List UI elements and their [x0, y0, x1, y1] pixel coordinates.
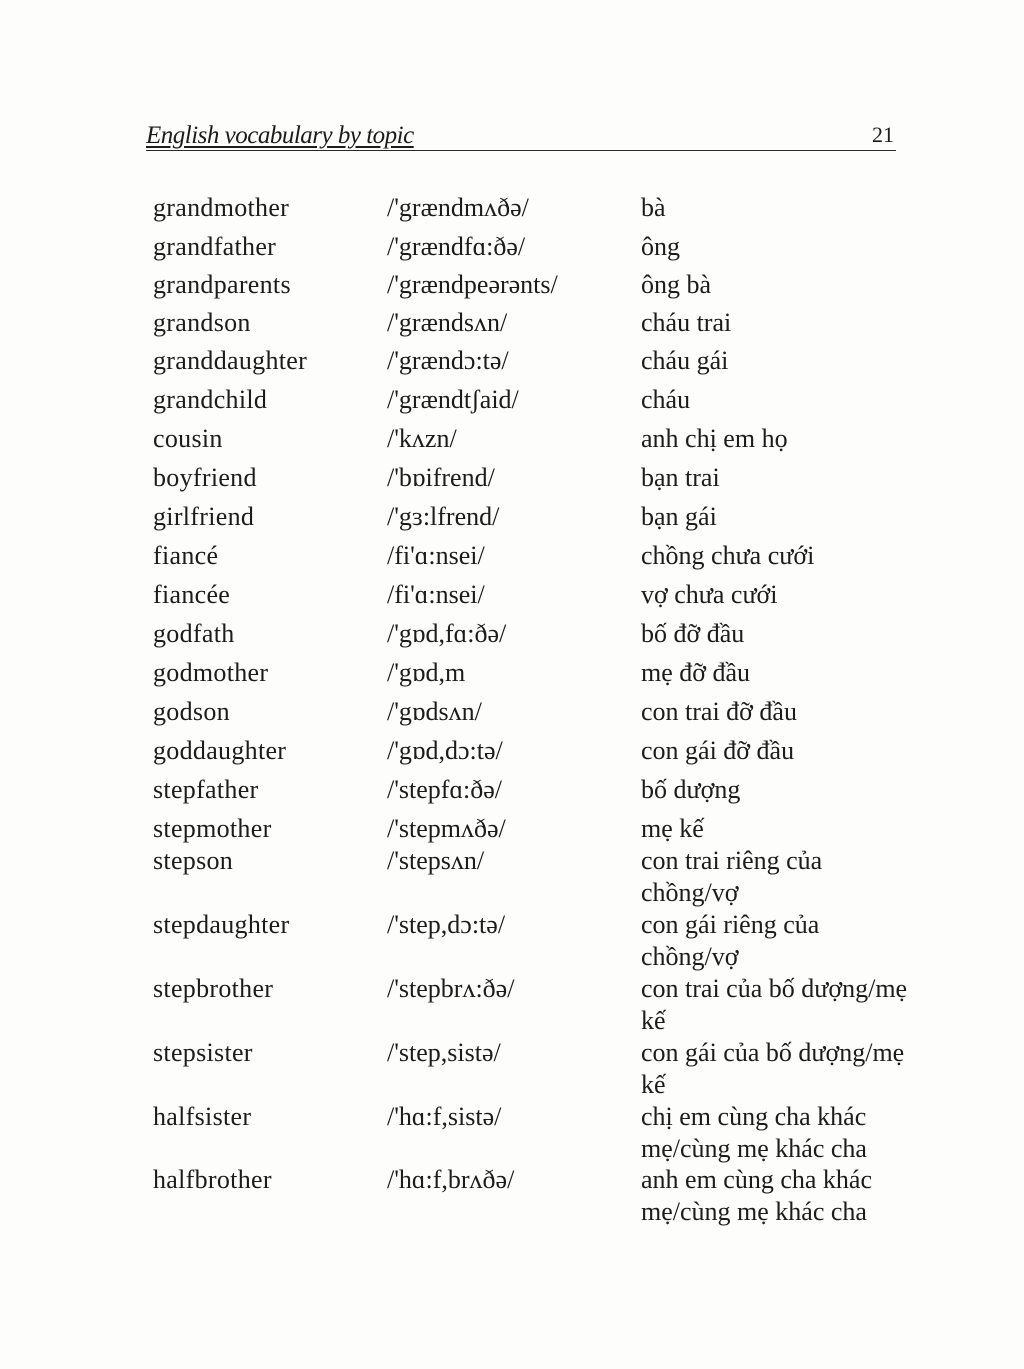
vocab-ipa: /'grændtʃaid/	[387, 385, 519, 414]
vocab-word: grandparents	[153, 270, 291, 299]
vocab-ipa: /'stepfɑ:ðə/	[387, 775, 503, 804]
vocab-ipa: /'hɑ:f,sistə/	[387, 1102, 502, 1131]
vocab-meaning: vợ chưa cưới	[641, 580, 778, 609]
vocab-meaning: ông bà	[641, 270, 712, 299]
vocab-word: godson	[153, 697, 230, 726]
vocab-ipa: /'grændpeərənts/	[387, 270, 558, 299]
vocab-meaning: mẹ kế	[641, 814, 704, 843]
vocab-ipa: /'stepbrʌ:ðə/	[387, 974, 515, 1003]
vocab-ipa: /'stepmʌðə/	[387, 814, 506, 843]
vocab-word: girlfriend	[153, 502, 255, 531]
vocab-ipa: /'gɒd,dɔ:tə/	[387, 736, 503, 765]
vocab-word: cousin	[153, 424, 223, 453]
vocab-ipa: /'grændɔ:tə/	[387, 346, 509, 375]
vocab-meaning: chị em cùng cha khác mẹ/cùng mẹ khác cha	[641, 1102, 867, 1163]
vocab-ipa: /'step,dɔ:tə/	[387, 910, 506, 939]
vocab-word: stepson	[153, 846, 234, 875]
vocab-meaning: bố dượng	[641, 775, 741, 804]
vocab-ipa: /'kʌzn/	[387, 424, 457, 453]
header-title: English vocabulary by topic	[146, 122, 414, 149]
vocab-meaning: con gái đỡ đầu	[641, 736, 795, 765]
vocab-word: halfsister	[153, 1102, 252, 1131]
vocab-meaning: bà	[641, 193, 666, 222]
vocab-ipa: /'grændmʌðə/	[387, 193, 529, 222]
vocab-word: grandson	[153, 308, 251, 337]
vocab-meaning: mẹ đỡ đầu	[641, 658, 751, 687]
vocab-word: stepsister	[153, 1038, 253, 1067]
vocab-ipa: /fi'ɑ:nsei/	[387, 580, 485, 609]
vocab-meaning: cháu gái	[641, 346, 729, 375]
vocab-word: fiancé	[153, 541, 219, 570]
vocab-word: grandchild	[153, 385, 268, 414]
vocab-word: godfath	[153, 619, 235, 648]
vocab-ipa: /'bɒifrend/	[387, 463, 495, 492]
vocab-word: godmother	[153, 658, 269, 687]
vocab-word: stepbrother	[153, 974, 274, 1003]
vocab-ipa: /'gɒd,fɑ:ðə/	[387, 619, 507, 648]
vocab-ipa: /fi'ɑ:nsei/	[387, 541, 485, 570]
vocab-meaning: con gái riêng của chồng/vợ	[641, 910, 820, 971]
vocab-meaning: con trai của bố dượng/mẹ kế	[641, 974, 908, 1035]
vocab-ipa: /'grændfɑ:ðə/	[387, 232, 526, 261]
vocab-meaning: anh em cùng cha khác mẹ/cùng mẹ khác cha	[641, 1165, 873, 1226]
vocab-word: boyfriend	[153, 463, 257, 492]
vocab-meaning: cháu	[641, 385, 691, 414]
vocab-word: stepmother	[153, 814, 272, 843]
vocab-meaning: ông	[641, 232, 680, 261]
vocab-word: goddaughter	[153, 736, 287, 765]
vocab-word: stepfather	[153, 775, 259, 804]
vocab-meaning: con trai riêng của chồng/vợ	[641, 846, 823, 907]
vocab-meaning: bạn trai	[641, 463, 720, 492]
vocab-word: grandfather	[153, 232, 277, 261]
vocab-word: granddaughter	[153, 346, 308, 375]
vocab-ipa: /'gɒd,m	[387, 658, 466, 687]
vocab-meaning: con trai đỡ đầu	[641, 697, 797, 726]
vocab-meaning: bạn gái	[641, 502, 717, 531]
vocab-ipa: /'step,sistə/	[387, 1038, 501, 1067]
vocab-meaning: con gái của bố dượng/mẹ kế	[641, 1038, 905, 1099]
vocab-ipa: /'stepsʌn/	[387, 846, 485, 875]
vocab-meaning: chồng chưa cưới	[641, 541, 815, 570]
vocab-ipa: /'gɜ:lfrend/	[387, 502, 500, 531]
vocab-word: halfbrother	[153, 1165, 272, 1194]
vocab-ipa: /'gɒdsʌn/	[387, 697, 482, 726]
vocab-word: grandmother	[153, 193, 290, 222]
vocab-word: fiancée	[153, 580, 231, 609]
vocab-ipa: /'hɑ:f,brʌðə/	[387, 1165, 515, 1194]
vocab-ipa: /'grændsʌn/	[387, 308, 508, 337]
vocab-meaning: cháu trai	[641, 308, 732, 337]
page-number: 21	[872, 122, 894, 147]
vocab-meaning: anh chị em họ	[641, 424, 788, 453]
vocab-word: stepdaughter	[153, 910, 290, 939]
vocab-meaning: bố đỡ đầu	[641, 619, 745, 648]
